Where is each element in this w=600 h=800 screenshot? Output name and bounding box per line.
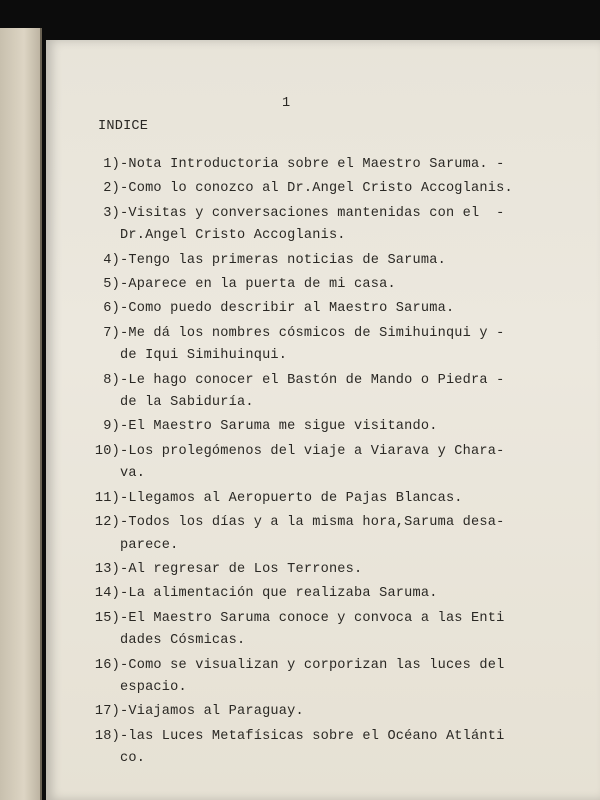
toc-entry-number: 4) — [103, 252, 120, 268]
toc-entry — [86, 726, 546, 771]
toc-entry-number: 14) — [94, 586, 120, 602]
toc-entry-text — [120, 701, 546, 723]
toc-entry-line: -Nota Introductoria sobre el Maestro Saruma. - — [120, 157, 505, 172]
toc-entry — [86, 488, 546, 510]
toc-entry — [86, 559, 546, 581]
toc-entry-continuation-line: co. — [120, 751, 146, 767]
toc-entry-number: 17) — [94, 704, 120, 720]
toc-entry-text — [120, 274, 546, 296]
toc-entry-line: -Los prolegómenos del viaje a Viarava y Chara- — [120, 443, 505, 459]
toc-entry-number: 5) — [103, 277, 120, 293]
toc-entry-text — [120, 608, 546, 653]
toc-entry-line: -Llegamos al Aeropuerto de Pajas Blancas. — [120, 490, 463, 506]
toc-entry-text — [120, 298, 546, 320]
page-number: 1 — [282, 96, 291, 111]
toc-entry-text — [120, 655, 546, 700]
toc-entry — [86, 583, 546, 605]
toc-entry — [86, 608, 546, 653]
toc-entry-text — [120, 370, 546, 415]
toc-entry-number: 13) — [94, 561, 120, 577]
toc-entry — [86, 370, 546, 415]
toc-entry-continuation-line: de la Sabiduría. — [120, 395, 254, 411]
toc-entry — [86, 203, 546, 248]
toc-entry-line: -Como se visualizan y corporizan las luces del — [120, 657, 505, 673]
toc-entry-text — [120, 441, 546, 486]
toc-entry — [86, 441, 546, 486]
toc-entry-text — [120, 726, 546, 771]
toc-entry-line: -Viajamos al Paraguay. — [120, 704, 304, 720]
toc-entry-text — [120, 488, 546, 510]
toc-entry-text — [120, 154, 546, 176]
toc-entry-number: 18) — [94, 728, 120, 744]
toc-entry-line: -Me dá los nombres cósmicos de Simihuinqui y - — [120, 325, 505, 341]
toc-entry-continuation-line: va. — [120, 466, 146, 482]
toc-entry — [86, 323, 546, 368]
toc-entry-text — [120, 416, 546, 438]
toc-entry-line: -La alimentación que realizaba Saruma. — [120, 586, 438, 602]
toc-entry — [86, 416, 546, 438]
toc-entry — [86, 512, 546, 557]
toc-entry-line: -Como puedo describir al Maestro Saruma. — [120, 301, 455, 317]
toc-entry — [86, 655, 546, 700]
toc-entry-number: 10) — [94, 443, 120, 459]
toc-entry-number: 3) — [103, 205, 120, 221]
toc-entry-text — [120, 512, 546, 557]
toc-entry-continuation-line: parece. — [120, 537, 179, 553]
toc-entry-line: -las Luces Metafísicas sobre el Océano Atlánti — [120, 728, 505, 744]
toc-entry-line: -El Maestro Saruma me sigue visitando. — [120, 419, 438, 435]
toc-entry-text — [120, 178, 546, 200]
toc-entry-line: -Le hago conocer el Bastón de Mando o Piedra - — [120, 372, 505, 388]
toc-entry — [86, 178, 546, 200]
toc-entry-number: 9) — [103, 419, 120, 435]
table-of-contents — [86, 154, 546, 773]
toc-entry-text — [120, 583, 546, 605]
toc-entry-line: -Todos los días y a la misma hora,Saruma desa- — [120, 515, 505, 531]
toc-entry — [86, 154, 546, 176]
toc-entry-continuation-line: dades Cósmicas. — [120, 633, 246, 649]
toc-entry-line: -El Maestro Saruma conoce y convoca a las Enti — [120, 610, 505, 626]
index-title: INDICE — [98, 119, 149, 134]
toc-entry-number: 15) — [94, 610, 120, 626]
toc-entry-line: -Visitas y conversaciones mantenidas con el - — [120, 205, 505, 221]
toc-entry-continuation-line: de Iqui Simihuinqui. — [120, 348, 288, 364]
toc-entry-number: 6) — [103, 301, 120, 317]
toc-entry — [86, 250, 546, 272]
toc-entry-text — [120, 250, 546, 272]
toc-entry — [86, 298, 546, 320]
toc-entry-number: 1) — [103, 157, 120, 172]
toc-entry-text — [120, 323, 546, 368]
toc-entry-text — [120, 203, 546, 248]
toc-entry — [86, 274, 546, 296]
toc-entry-number: 12) — [94, 515, 120, 531]
toc-entry-line: -Al regresar de Los Terrones. — [120, 561, 363, 577]
toc-entry-line: -Tengo las primeras noticias de Saruma. — [120, 252, 446, 268]
left-page-edge — [0, 28, 42, 800]
toc-entry-number: 2) — [103, 181, 120, 197]
toc-entry-text — [120, 559, 546, 581]
toc-entry-continuation-line: espacio. — [120, 679, 187, 695]
toc-entry-number: 16) — [94, 657, 120, 673]
toc-entry-continuation-line: Dr.Angel Cristo Accoglanis. — [120, 228, 346, 244]
toc-entry — [86, 701, 546, 723]
toc-entry-number: 11) — [94, 490, 120, 506]
toc-entry-number: 7) — [103, 325, 120, 341]
toc-entry-line: -Aparece en la puerta de mi casa. — [120, 277, 396, 293]
toc-entry-line: -Como lo conozco al Dr.Angel Cristo Accoglanis. — [120, 181, 513, 197]
toc-entry-number: 8) — [103, 372, 120, 388]
